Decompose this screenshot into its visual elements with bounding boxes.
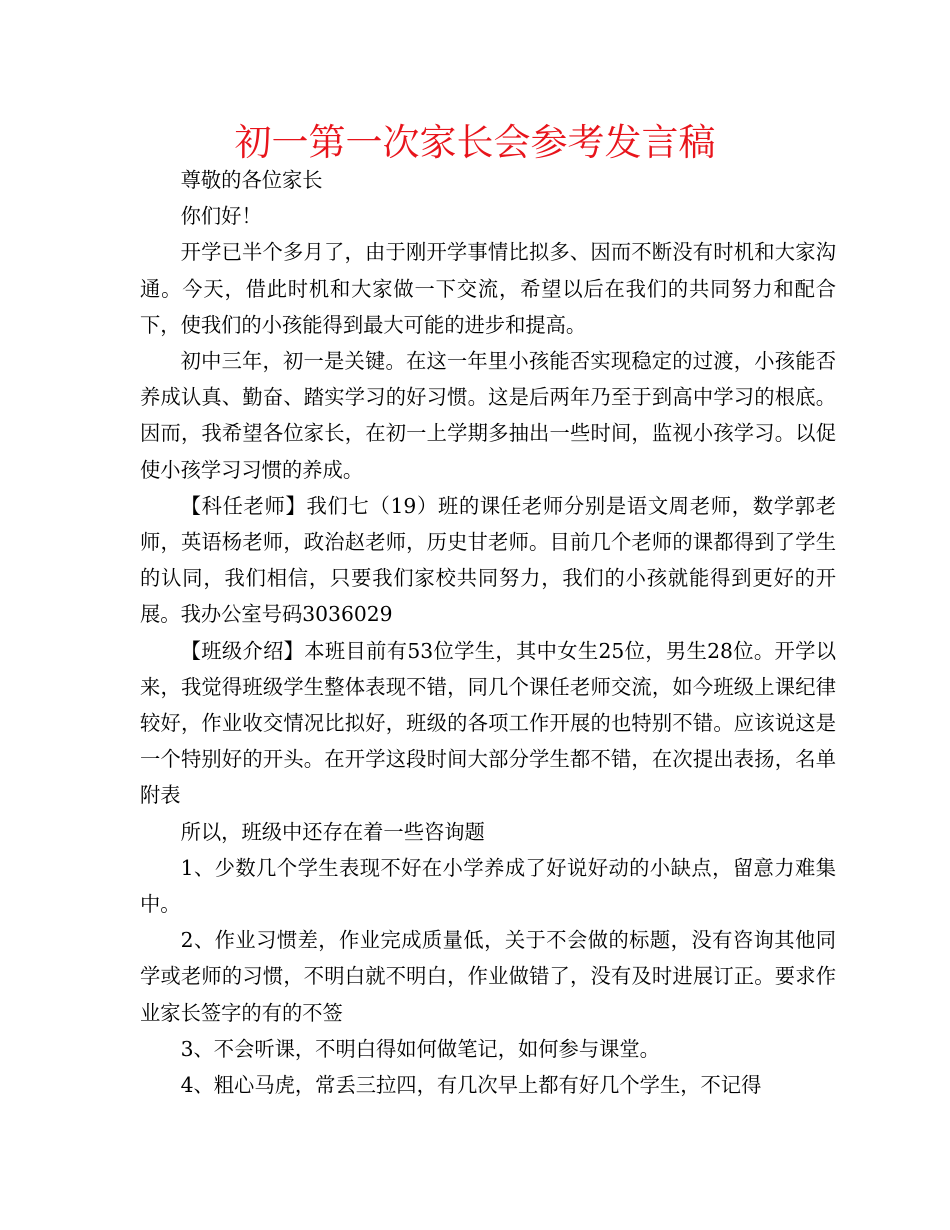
document-body	[140, 162, 836, 1103]
paragraph-problem-2: 2、作业习惯差，作业完成质量低，关于不会做的标题，没有咨询其他同学或老师的习惯，不明白就不明白，作业做错了，没有及时进展订正。要求作业家长签字的有的不签	[140, 928, 836, 1025]
paragraph-greeting: 尊敬的各位家长	[180, 168, 323, 192]
paragraph-problems-intro: 所以，班级中还存在着一些咨询题	[180, 819, 485, 844]
paragraph-problem-3: 3、不会听课，不明白得如何做笔记，如何参与课堂。	[180, 1036, 660, 1061]
paragraph-class-intro: 【班级介绍】本班目前有53位学生，其中女生25位，男生28位。开学以来，我觉得班级学生整体表现不错，同几个课任老师交流，如今班级上课纪律较好，作业收交情况比拟好，班级的各项工作开展的也特别不错。应该说这是一个特别好的开头。在开学这段时间大部分学生都不错，在次提出表扬，名单附表	[140, 638, 836, 808]
paragraph-intro: 开学已半个多月了，由于刚开学事情比拟多、因而不断没有时机和大家沟通。今天，借此时机和大家做一下交流，希望以后在我们的共同努力和配合下，使我们的小孩能得到最大可能的进步和提高。	[140, 240, 836, 337]
paragraph-hello: 你们好！	[180, 204, 262, 229]
paragraph-first-year: 初中三年，初一是关键。在这一年里小孩能否实现稳定的过渡，小孩能否养成认真、勤奋、踏实学习的好习惯。这是后两年乃至于到高中学习的根底。因而，我希望各位家长，在初一上学期多抽出一些时间，监视小孩学习。以促使小孩学习习惯的养成。	[140, 349, 836, 482]
document-title: 初一第一次家长会参考发言稿	[234, 121, 716, 164]
paragraph-problem-4: 4、粗心马虎，常丢三拉四，有几次早上都有好几个学生，不记得	[180, 1073, 762, 1098]
paragraph-teachers: 【科任老师】我们七（19）班的课任老师分别是语文周老师，数学郭老师，英语杨老师，政治赵老师，历史甘老师。目前几个老师的课都得到了学生的认同，我们相信，只要我们家校共同努力，我们的小孩就能得到更好的开展。我办公室号码3036029	[140, 493, 836, 627]
paragraph-problem-1: 1、少数几个学生表现不好在小学养成了好说好动的小缺点，留意力难集中。	[140, 855, 836, 917]
